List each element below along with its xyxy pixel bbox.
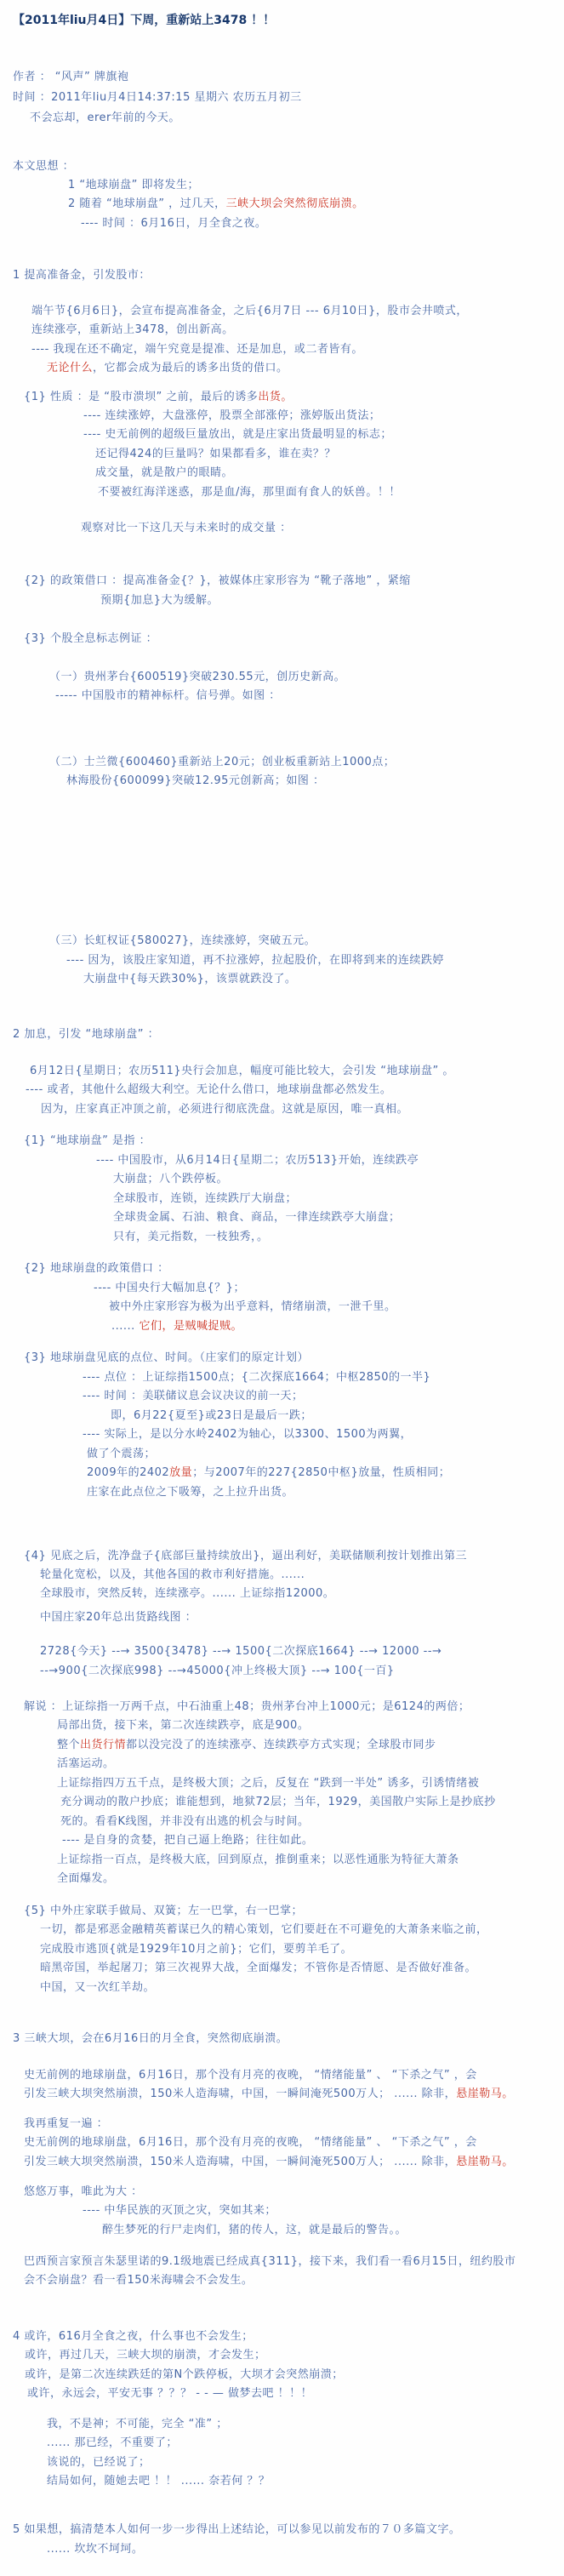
body-text: ---- 点位 ：上证综指1500点；{二次探底1664；中枢2850的一半} xyxy=(83,1371,431,1384)
text-line xyxy=(13,1979,557,1997)
text-line xyxy=(13,68,557,87)
text-line xyxy=(13,932,557,951)
body-text: 充分调动的散户抄底；谁能想到，地狱72层；当年，1929，美国散户实际上是抄底抄 xyxy=(60,1796,496,1808)
body-text: 1 提高准备金，引发股市： xyxy=(13,269,151,282)
body-text: {2} 地球崩盘的政策借口 ： xyxy=(24,1262,169,1275)
body-text: 会不会崩盘？看一看150米海啸会不会发生。 xyxy=(24,2274,254,2287)
body-text: （二）士兰微{600460}重新站上20元；创业板重新站上1000点； xyxy=(49,756,396,768)
text-line xyxy=(13,1368,557,1387)
body-text: 全球股市，连锁，连续跌厅大崩盘； xyxy=(113,1192,298,1205)
text-line xyxy=(13,214,557,233)
text-line xyxy=(13,753,557,772)
text-line xyxy=(13,2346,557,2365)
body-text: 庄家在此点位之下吸筹，之上拉升出货。 xyxy=(87,1486,294,1499)
highlighted-text: 它们，是贼喊捉贼。 xyxy=(139,1320,242,1333)
text-line xyxy=(13,445,557,464)
text-line xyxy=(13,2521,557,2539)
highlighted-text: 悬崖勒马。 xyxy=(456,2088,514,2100)
body-text: 林海股份{600099}突破12.95元创新高；如图 ： xyxy=(66,774,325,787)
body-text: ---- 是自身的贪婪，把自己逼上绝路；往往如此。 xyxy=(62,1834,314,1847)
body-text: 整个 xyxy=(57,1739,81,1751)
body-text: 2 随着 “地球崩盘” ，过几天， xyxy=(68,197,226,210)
body-text: ---- 因为，该股庄家知道，再不拉涨婷，拉起股价，在即将到来的连续跌婷 xyxy=(66,954,444,967)
body-text: 完成股市逃顶{就是1929年10月之前}；它们，要剪羊毛了。 xyxy=(40,1943,353,1956)
body-text: 还记得424的巨量吗？如果都看多，谁在卖？？ xyxy=(95,448,336,460)
body-text: 我再重复一遍 ： xyxy=(24,2117,109,2130)
text-line xyxy=(13,1547,557,1566)
body-text: 2 加息，引发 “地球崩盘” ： xyxy=(13,1028,160,1041)
text-line xyxy=(13,2085,557,2104)
text-line xyxy=(13,1170,557,1189)
body-text: 解说 ：上证综指一万两千点，中石油重上48；贵州茅台冲上1000元；是6124的两倍； xyxy=(24,1700,470,1713)
body-text: ---- 时间 ：6月16日，月全食之夜。 xyxy=(81,217,267,230)
body-text: 局部出货，接下来，第二次连续跌亭，底是900。 xyxy=(57,1719,310,1732)
body-text: 上证综指四万五千点，是终极大顶；之后，反复在 “跌到一半处” 诱多，引诱情绪被 xyxy=(57,1777,480,1790)
text-line xyxy=(13,1483,557,1502)
text-line xyxy=(13,2066,557,2085)
text-line xyxy=(13,1831,557,1850)
body-text: {3} 地球崩盘见底的点位、时间。（庄家们的原定计划） xyxy=(24,1351,309,1364)
body-text: 我，不是神；不可能，完全 “准” ； xyxy=(47,2418,228,2430)
body-text: 端午节{6月6日}，会宣布提高准备金，之后{6月7日 --- 6月10日}，股市会井喷式， xyxy=(31,305,468,317)
body-text: 观察对比一下这几天与未来时的成交量 ： xyxy=(81,522,292,534)
text-line xyxy=(13,1100,557,1119)
body-text: 或许，永远会，平安无事 ？？？ - - — 做梦去吧 ！！！ xyxy=(27,2387,313,2400)
body-text: 5 如果想，搞清楚本人如何一步一步得出上述结论，可以参见以前发布的７０多篇文字。 xyxy=(13,2523,461,2536)
text-line xyxy=(13,1959,557,1978)
text-line xyxy=(13,1317,557,1336)
body-text: 或许，再过几天，三峡大坝的崩溃，才会发生； xyxy=(25,2349,266,2362)
text-line xyxy=(13,2115,557,2133)
text-line xyxy=(13,2434,557,2453)
body-text: 中国，又一次红羊劫。 xyxy=(40,1981,156,1994)
text-line xyxy=(13,407,557,426)
body-text: 即，6月22{夏至}或23日是最后一跌； xyxy=(111,1409,312,1422)
text-line xyxy=(13,1921,557,1939)
body-text: 不要被红海洋迷惑，那是血/海，那里面有食人的妖兽。！！ xyxy=(98,486,401,499)
text-line xyxy=(13,970,557,989)
text-line xyxy=(13,1642,557,1661)
text-line xyxy=(13,2183,557,2202)
text-line xyxy=(13,687,557,705)
body-text: 史无前例的地球崩盘，6月16日，那个没有月亮的夜晚， “情绪能量” 、 “下杀之气” ，会 xyxy=(24,2136,477,2149)
text-line xyxy=(13,1407,557,1425)
text-line xyxy=(13,2366,557,2385)
text-line xyxy=(13,1062,557,1081)
text-line xyxy=(13,1698,557,1716)
text-line xyxy=(13,1387,557,1406)
body-text: 因为，庄家真正冲顶之前，必须进行彻底洗盘。这就是原因，唯一真相。 xyxy=(41,1103,409,1116)
body-text: 4 或许，616月全食之夜，什么事也不会发生； xyxy=(13,2330,254,2343)
body-text: 成交量，就是散户的眼睛。 xyxy=(95,466,234,479)
text-line xyxy=(13,1279,557,1298)
body-text: 2728{今天} --→ 3500{3478} --→ 1500{二次探底1664} --→ 12000 --→ xyxy=(40,1645,442,1658)
text-line xyxy=(13,89,557,107)
text-line xyxy=(13,266,557,285)
body-text: 一切，都是邪恶金融精英蓄谋已久的精心策划，它们要赶在不可避免的大萧条来临之前， xyxy=(40,1923,488,1936)
body-text: 大崩盘；八个跌停板。 xyxy=(113,1173,229,1185)
text-line xyxy=(13,1425,557,1444)
body-text: --→900{二次探底998} --→45000{冲上终极大顶} --→ 100{一百} xyxy=(40,1665,395,1677)
body-text: 1 “地球崩盘” 即将发生； xyxy=(68,179,200,191)
body-text: ---- 我现在还不确定，端午究竟是提准、还是加息，或二者皆有。 xyxy=(31,343,363,356)
body-text: ---- 中国股市，从6月14日{星期二；农历513}开始，连续跌亭 xyxy=(96,1154,419,1167)
text-line xyxy=(13,951,557,970)
body-text: 中国庄家20年总出货路线图 ： xyxy=(40,1611,197,1624)
text-line xyxy=(13,1566,557,1585)
body-text: 史无前例的地球崩盘，6月16日，那个没有月亮的夜晚， “情绪能量” 、 “下杀之气” ，会 xyxy=(24,2069,477,2082)
text-line xyxy=(13,1025,557,1044)
text-line xyxy=(13,1662,557,1681)
text-line xyxy=(13,1736,557,1755)
body-text: 都以没完没了的连续涨亭、连续跌亭方式实现；全球股市同步 xyxy=(126,1739,436,1751)
body-text: 轮量化宽松，以及，其他各国的救市利好措施。...... xyxy=(40,1568,305,1581)
body-text: 只有，美元指数，一枝独秀，。 xyxy=(113,1231,269,1243)
text-line xyxy=(13,668,557,687)
body-text: 死的。看看K线图，并非没有出逃的机会与时间。 xyxy=(60,1815,310,1828)
body-text: 时间 ：2011年liu月4日14:37:15 星期六 农历五月初三 xyxy=(13,91,302,104)
highlighted-text: 三峡大坝会突然彻底崩溃。 xyxy=(225,197,364,210)
body-text: 作者 ： “风声” 牌旗袍 xyxy=(13,71,129,83)
text-line xyxy=(13,1940,557,1959)
body-text: 结局如何，随她去吧 ！！ ...... 奈若何 ？？ xyxy=(47,2475,271,2487)
highlighted-text: 无论什么 xyxy=(47,362,94,374)
text-line xyxy=(13,1464,557,1482)
text-line xyxy=(13,2030,557,2048)
text-line xyxy=(13,464,557,483)
body-text: ----- 中国股市的精神标杆。信号弹。如图 ： xyxy=(55,689,281,702)
text-line xyxy=(13,2221,557,2240)
text-line xyxy=(13,1151,557,1170)
body-text: ，它都会成为最后的诱多出货的借口。 xyxy=(93,362,288,374)
text-line xyxy=(13,1081,557,1100)
body-text: 连续涨亭，重新站上3478，创出新高。 xyxy=(31,323,234,336)
body-text: 做了个震荡； xyxy=(87,1448,157,1460)
text-line xyxy=(13,2253,557,2271)
body-text: 本文思想 ： xyxy=(13,160,75,173)
body-text: ---- 实际上，是以分水岭2402为轴心，以3300、1500为两翼， xyxy=(83,1428,413,1441)
text-line xyxy=(13,1349,557,1368)
body-text: 全面爆发。 xyxy=(57,1872,115,1885)
body-text: 醉生梦死的行尸走肉们，猪的传人，这，就是最后的警告。。 xyxy=(102,2224,407,2236)
body-text: 被中外庄家形容为极为出乎意料，情绪崩溃，一泄千里。 xyxy=(109,1300,396,1313)
body-text: 2009年的2402 xyxy=(87,1466,170,1479)
text-line xyxy=(13,2271,557,2290)
body-text: （三）长虹权证{580027}，连续涨婷，突破五元。 xyxy=(49,934,316,947)
highlighted-text: 出货行情 xyxy=(80,1739,127,1751)
text-line xyxy=(13,591,557,610)
text-line xyxy=(13,519,557,538)
text-line xyxy=(13,1132,557,1151)
body-text: {5} 中外庄家联手做局、双簧；左一巴掌，右一巴掌； xyxy=(24,1905,303,1917)
body-text: {1} “地球崩盘” 是指 ： xyxy=(24,1134,151,1147)
text-line xyxy=(13,2133,557,2152)
text-line xyxy=(13,483,557,502)
text-line xyxy=(13,2415,557,2434)
text-line xyxy=(13,1716,557,1735)
body-text: 悠悠万事，唯此为大 ： xyxy=(24,2185,143,2198)
text-line xyxy=(13,2385,557,2403)
body-text: ---- 时间 ：美联储议息会议决议的前一天； xyxy=(83,1390,304,1402)
text-line xyxy=(13,630,557,648)
text-line xyxy=(13,2328,557,2346)
body-text: 6月12日{星期日；农历511}央行会加息，幅度可能比较大，会引发 “地球崩盘” 。 xyxy=(30,1065,454,1077)
text-line xyxy=(13,1228,557,1247)
text-line xyxy=(13,1870,557,1888)
text-line xyxy=(13,1755,557,1773)
body-text: 全球股市，突然反转，连续涨亭。...... 上证综指12000。 xyxy=(40,1587,335,1600)
body-text: {3} 个股全息标志例证 ： xyxy=(24,632,158,645)
body-text: 暗黑帝国，举起屠刀；第三次视界大战，全面爆发；不管你是否情愿、是否做好准备。 xyxy=(40,1962,477,1974)
body-text: ---- 连续涨婷，大盘涨停，股票全部涨停；涨婷版出货法； xyxy=(83,409,381,422)
body-text: ...... xyxy=(111,1320,140,1333)
text-line xyxy=(13,1585,557,1603)
text-line xyxy=(13,572,557,591)
body-text: ；与2007年的227{2850中枢}放量，性质相同； xyxy=(192,1466,451,1479)
body-text: ---- 或者，其他什么超级大利空。无论什么借口，地球崩盘都必然发生。 xyxy=(26,1083,392,1096)
text-line xyxy=(13,1259,557,1278)
body-text: 3 三峡大坝，会在6月16日的月全食，突然彻底崩溃。 xyxy=(13,2032,288,2045)
text-line xyxy=(13,321,557,340)
text-line xyxy=(13,1774,557,1793)
text-line xyxy=(13,2153,557,2172)
post-body xyxy=(13,68,557,2559)
body-text: 上证综指一百点，是终极大底，回到原点，推倒重来；以恶性通胀为特征大萧条 xyxy=(57,1853,459,1866)
text-line xyxy=(13,2453,557,2472)
text-line xyxy=(13,359,557,378)
text-line xyxy=(13,1208,557,1227)
highlighted-text: 悬崖勒马。 xyxy=(456,2156,514,2168)
body-text: {1} 性质 ：是 “股市溃坝” 之前，最后的诱多 xyxy=(24,391,259,403)
text-line xyxy=(13,109,557,128)
highlighted-text: 出货。 xyxy=(258,391,293,403)
body-text: 预期{加息}大为缓解。 xyxy=(100,594,219,607)
body-text: ---- 中国央行大幅加息{？}； xyxy=(94,1282,245,1294)
text-line xyxy=(13,157,557,176)
body-text: 引发三峡大坝突然崩溃，150米人造海啸，中国，一瞬间淹死500万人； ...... 除非， xyxy=(24,2088,457,2100)
body-text: 该说的，已经说了； xyxy=(47,2456,151,2469)
body-text: 巴西预言家预言朱瑟里诺的9.1级地震已经成真{311}，接下来，我们看一看6月15日，纽约股市 xyxy=(24,2255,516,2268)
body-text: 引发三峡大坝突然崩溃，150米人造海啸，中国，一瞬间淹死500万人； ...... 除非， xyxy=(24,2156,457,2168)
body-text: 活塞运动。 xyxy=(57,1757,115,1770)
text-line xyxy=(13,1190,557,1208)
text-line xyxy=(13,2540,557,2559)
text-line xyxy=(13,176,557,195)
text-line xyxy=(13,426,557,444)
text-line xyxy=(13,2202,557,2220)
post-title: 【2011年liu月4日】下周，重新站上3478 ！！ xyxy=(13,14,276,27)
body-text: 或许，是第二次连续跌廷的第N个跌停板，大坝才会突然崩溃； xyxy=(25,2368,344,2381)
body-text: 大崩盘中{每天跌30%}，该票就跌没了。 xyxy=(83,973,297,985)
body-text: ---- 史无前例的超级巨量放出，就是庄家出货最明显的标志； xyxy=(83,428,392,441)
text-line xyxy=(13,195,557,214)
text-line xyxy=(13,1445,557,1464)
text-line xyxy=(13,302,557,321)
text-line xyxy=(13,772,557,791)
body-text: {4} 见底之后，洗净盘子{底部巨量持续放出}，逼出利好，美联储顺利按计划推出第三 xyxy=(24,1550,467,1562)
text-line xyxy=(13,1813,557,1831)
text-line xyxy=(13,388,557,407)
text-line xyxy=(13,1608,557,1627)
body-text: 全球贵金属、石油、粮食、商品，一律连续跌亭大崩盘； xyxy=(113,1211,401,1224)
text-line xyxy=(13,1902,557,1921)
body-text: ...... 坎坎不坷坷。 xyxy=(47,2543,144,2556)
body-text: （一）贵州茅台{600519}突破230.55元，创历史新高。 xyxy=(49,671,346,683)
text-line xyxy=(13,2472,557,2491)
body-text: ---- 中华民族的灭顶之灾，突如其来； xyxy=(83,2204,276,2217)
text-line xyxy=(13,340,557,359)
body-text: {2} 的政策借口 ：提高准备金{？}，被媒体庄家形容为 “靴子落地” ，紧缩 xyxy=(24,574,411,587)
highlighted-text: 放量 xyxy=(169,1466,193,1479)
text-line xyxy=(13,1298,557,1317)
body-text: ...... 那已经，不重要了； xyxy=(47,2436,178,2449)
body-text: 不会忘却，erer年前的今天。 xyxy=(30,111,180,124)
text-line xyxy=(13,1851,557,1870)
text-line xyxy=(13,1793,557,1812)
